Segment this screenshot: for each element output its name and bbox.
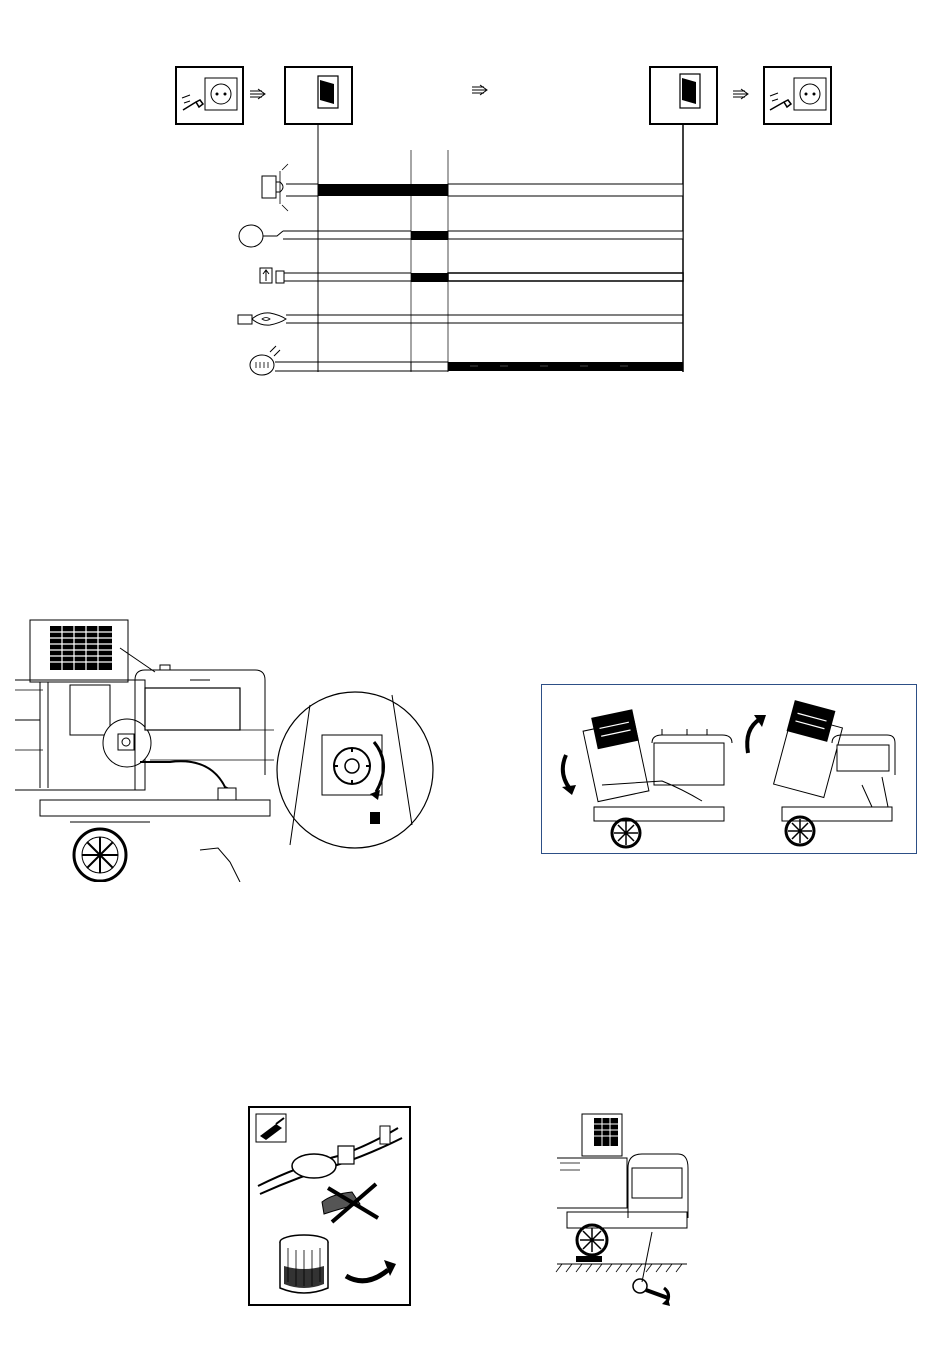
lockout-on-bar	[448, 362, 683, 371]
wheel-icon	[577, 1225, 607, 1255]
electrode-icon	[239, 225, 283, 247]
wheel-icon	[74, 829, 126, 881]
heater-nozzle-illustration	[10, 610, 440, 882]
unplug-step	[764, 67, 831, 124]
filter-cup-icon	[280, 1235, 328, 1293]
heater-right	[774, 700, 895, 845]
motor-on-bar	[318, 184, 448, 196]
nozzle-callout	[103, 719, 151, 767]
up-arrow-icon	[747, 719, 760, 753]
filter-cleaning-illustration	[248, 1106, 411, 1306]
valve-icon	[260, 268, 284, 283]
control-panel-grid	[50, 626, 112, 670]
drain-plug-illustration	[552, 1108, 692, 1313]
arrow-icon	[250, 89, 265, 99]
switch-off-step	[650, 67, 717, 124]
flame-icon	[238, 313, 286, 325]
electrode-on-bar	[411, 231, 448, 240]
wrench-icon	[633, 1279, 670, 1306]
tilt-heater-illustration	[542, 685, 916, 853]
nozzle-nut-icon	[334, 748, 370, 784]
brush-icon	[256, 1114, 286, 1142]
plug-in-step	[176, 67, 243, 124]
down-arrow-icon	[563, 755, 570, 789]
motor-icon	[262, 164, 288, 211]
heater-left	[583, 709, 732, 847]
arrow-icon	[733, 89, 748, 99]
arrow-icon	[472, 85, 487, 95]
timing-diagram	[0, 0, 950, 400]
valve-on-bar	[411, 273, 448, 282]
switch-on-step	[285, 67, 352, 124]
